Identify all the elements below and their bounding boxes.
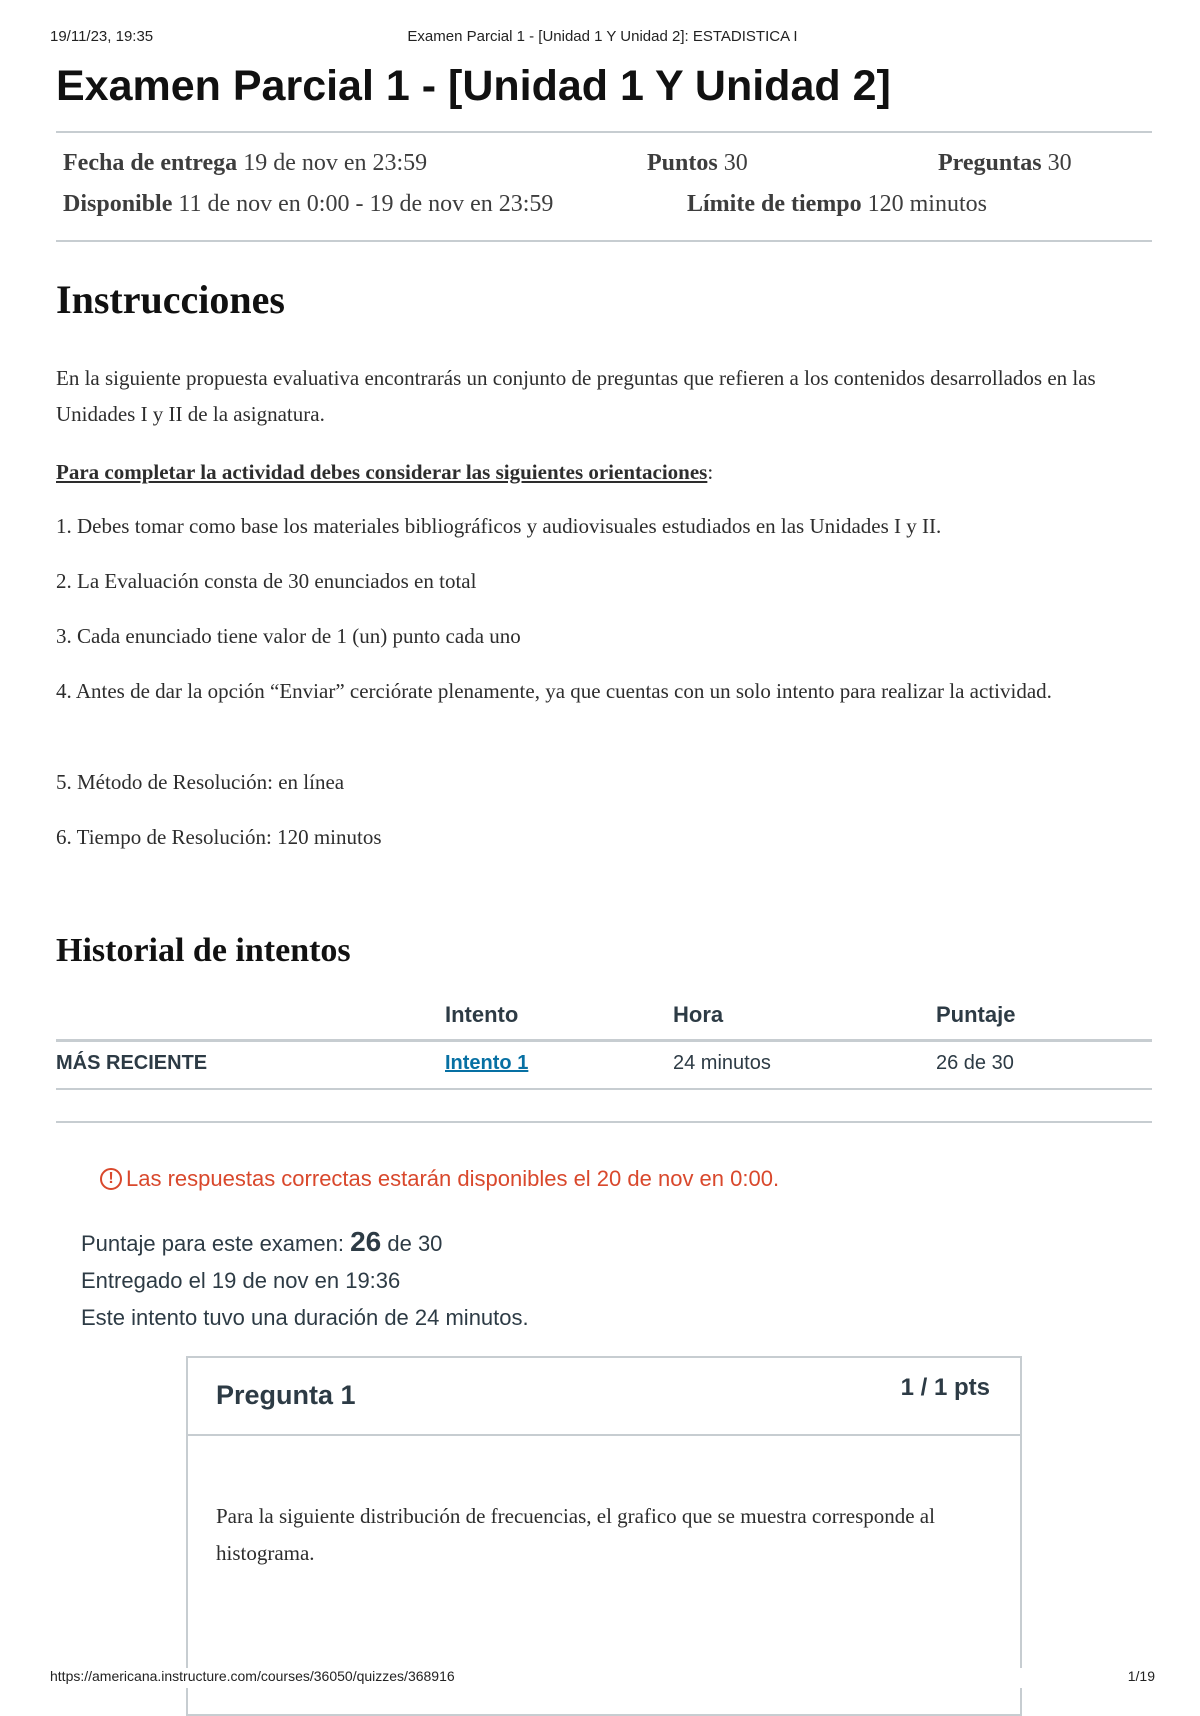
due-value: 19 de nov en 23:59 bbox=[243, 150, 428, 176]
questions-value: 30 bbox=[1047, 150, 1072, 176]
question-header bbox=[188, 1358, 1020, 1436]
instructions-heading: Instrucciones bbox=[56, 277, 285, 322]
column-header-time: Hora bbox=[673, 1002, 724, 1027]
divider bbox=[56, 240, 1152, 242]
score-label: Puntaje para este examen: bbox=[81, 1231, 344, 1256]
time-limit bbox=[687, 191, 987, 218]
divider bbox=[56, 1121, 1152, 1123]
instruction-item: 6. Tiempo de Resolución: 120 minutos bbox=[56, 825, 382, 849]
available-value: 11 de nov en 0:00 - 19 de nov en 23:59 bbox=[178, 191, 554, 217]
attempt-time: 24 minutos bbox=[673, 1052, 771, 1074]
due-label: Fecha de entrega bbox=[63, 150, 238, 176]
footer-page-number: 1/19 bbox=[1127, 1668, 1155, 1684]
score-summary bbox=[81, 1226, 442, 1258]
due-date bbox=[63, 150, 427, 177]
attempt-link[interactable]: Intento 1 bbox=[445, 1052, 529, 1074]
time-limit-label: Límite de tiempo bbox=[687, 191, 862, 217]
row-label: MÁS RECIENTE bbox=[56, 1052, 208, 1074]
available-label: Disponible bbox=[63, 191, 173, 217]
orientations-heading bbox=[56, 454, 1156, 490]
available bbox=[63, 191, 553, 218]
score-total: de 30 bbox=[387, 1231, 443, 1256]
question-title: Pregunta 1 bbox=[216, 1380, 356, 1410]
instruction-item: 3. Cada enunciado tiene valor de 1 (un) punto cada uno bbox=[56, 624, 521, 648]
instruction-item: 4. Antes de dar la opción “Enviar” cerciórate plenamente, ya que cuentas con un solo intento para realizar la actividad. bbox=[56, 679, 1052, 703]
question-text: Para la siguiente distribución de frecuencias, el grafico que se muestra corresponde al histograma. bbox=[216, 1504, 935, 1565]
instructions-intro: En la siguiente propuesta evaluativa encontrarás un conjunto de preguntas que refieren a los contenidos desarrollados en las Unidades I y II de la asignatura. bbox=[56, 366, 1096, 426]
column-header-score: Puntaje bbox=[936, 1002, 1016, 1027]
table-header-divider bbox=[56, 1039, 1152, 1042]
points bbox=[647, 150, 748, 177]
history-heading: Historial de intentos bbox=[56, 932, 351, 969]
duration-info: Este intento tuvo una duración de 24 minutos. bbox=[81, 1305, 529, 1330]
notice-text: Las respuestas correctas estarán disponibles el 20 de nov en 0:00. bbox=[126, 1166, 780, 1191]
column-header-attempt: Intento bbox=[445, 1002, 519, 1027]
question-points: 1 / 1 pts bbox=[900, 1374, 990, 1401]
questions-label: Preguntas bbox=[938, 150, 1042, 176]
points-value: 30 bbox=[723, 150, 748, 176]
instruction-item: 2. La Evaluación consta de 30 enunciados en total bbox=[56, 569, 477, 593]
answers-availability-notice bbox=[100, 1166, 779, 1192]
questions bbox=[938, 150, 1072, 177]
print-footer bbox=[50, 1668, 1155, 1688]
points-label: Puntos bbox=[647, 150, 718, 176]
instruction-item: 5. Método de Resolución: en línea bbox=[56, 770, 345, 794]
table-row-divider bbox=[56, 1088, 1152, 1090]
page-title: Examen Parcial 1 - [Unidad 1 Y Unidad 2] bbox=[56, 62, 891, 110]
submitted-info: Entregado el 19 de nov en 19:36 bbox=[81, 1268, 401, 1293]
attempt-score: 26 de 30 bbox=[936, 1052, 1014, 1074]
orientations-heading-text: Para completar la actividad debes considerar las siguientes orientaciones bbox=[56, 460, 708, 484]
print-title: Examen Parcial 1 - [Unidad 1 Y Unidad 2]: ESTADISTICA I bbox=[407, 28, 798, 45]
instruction-item: 1. Debes tomar como base los materiales bibliográficos y audiovisuales estudiados en las Unidades I y II. bbox=[56, 514, 942, 538]
orientations-colon: : bbox=[707, 460, 714, 484]
exclamation-circle-icon: ! bbox=[100, 1168, 122, 1190]
print-date: 19/11/23, 19:35 bbox=[50, 28, 154, 45]
score-value: 26 bbox=[350, 1226, 382, 1257]
time-limit-value: 120 minutos bbox=[867, 191, 987, 217]
divider bbox=[56, 131, 1152, 133]
footer-url: https://americana.instructure.com/courses/36050/quizzes/368916 bbox=[50, 1668, 455, 1684]
question-card bbox=[186, 1356, 1022, 1716]
